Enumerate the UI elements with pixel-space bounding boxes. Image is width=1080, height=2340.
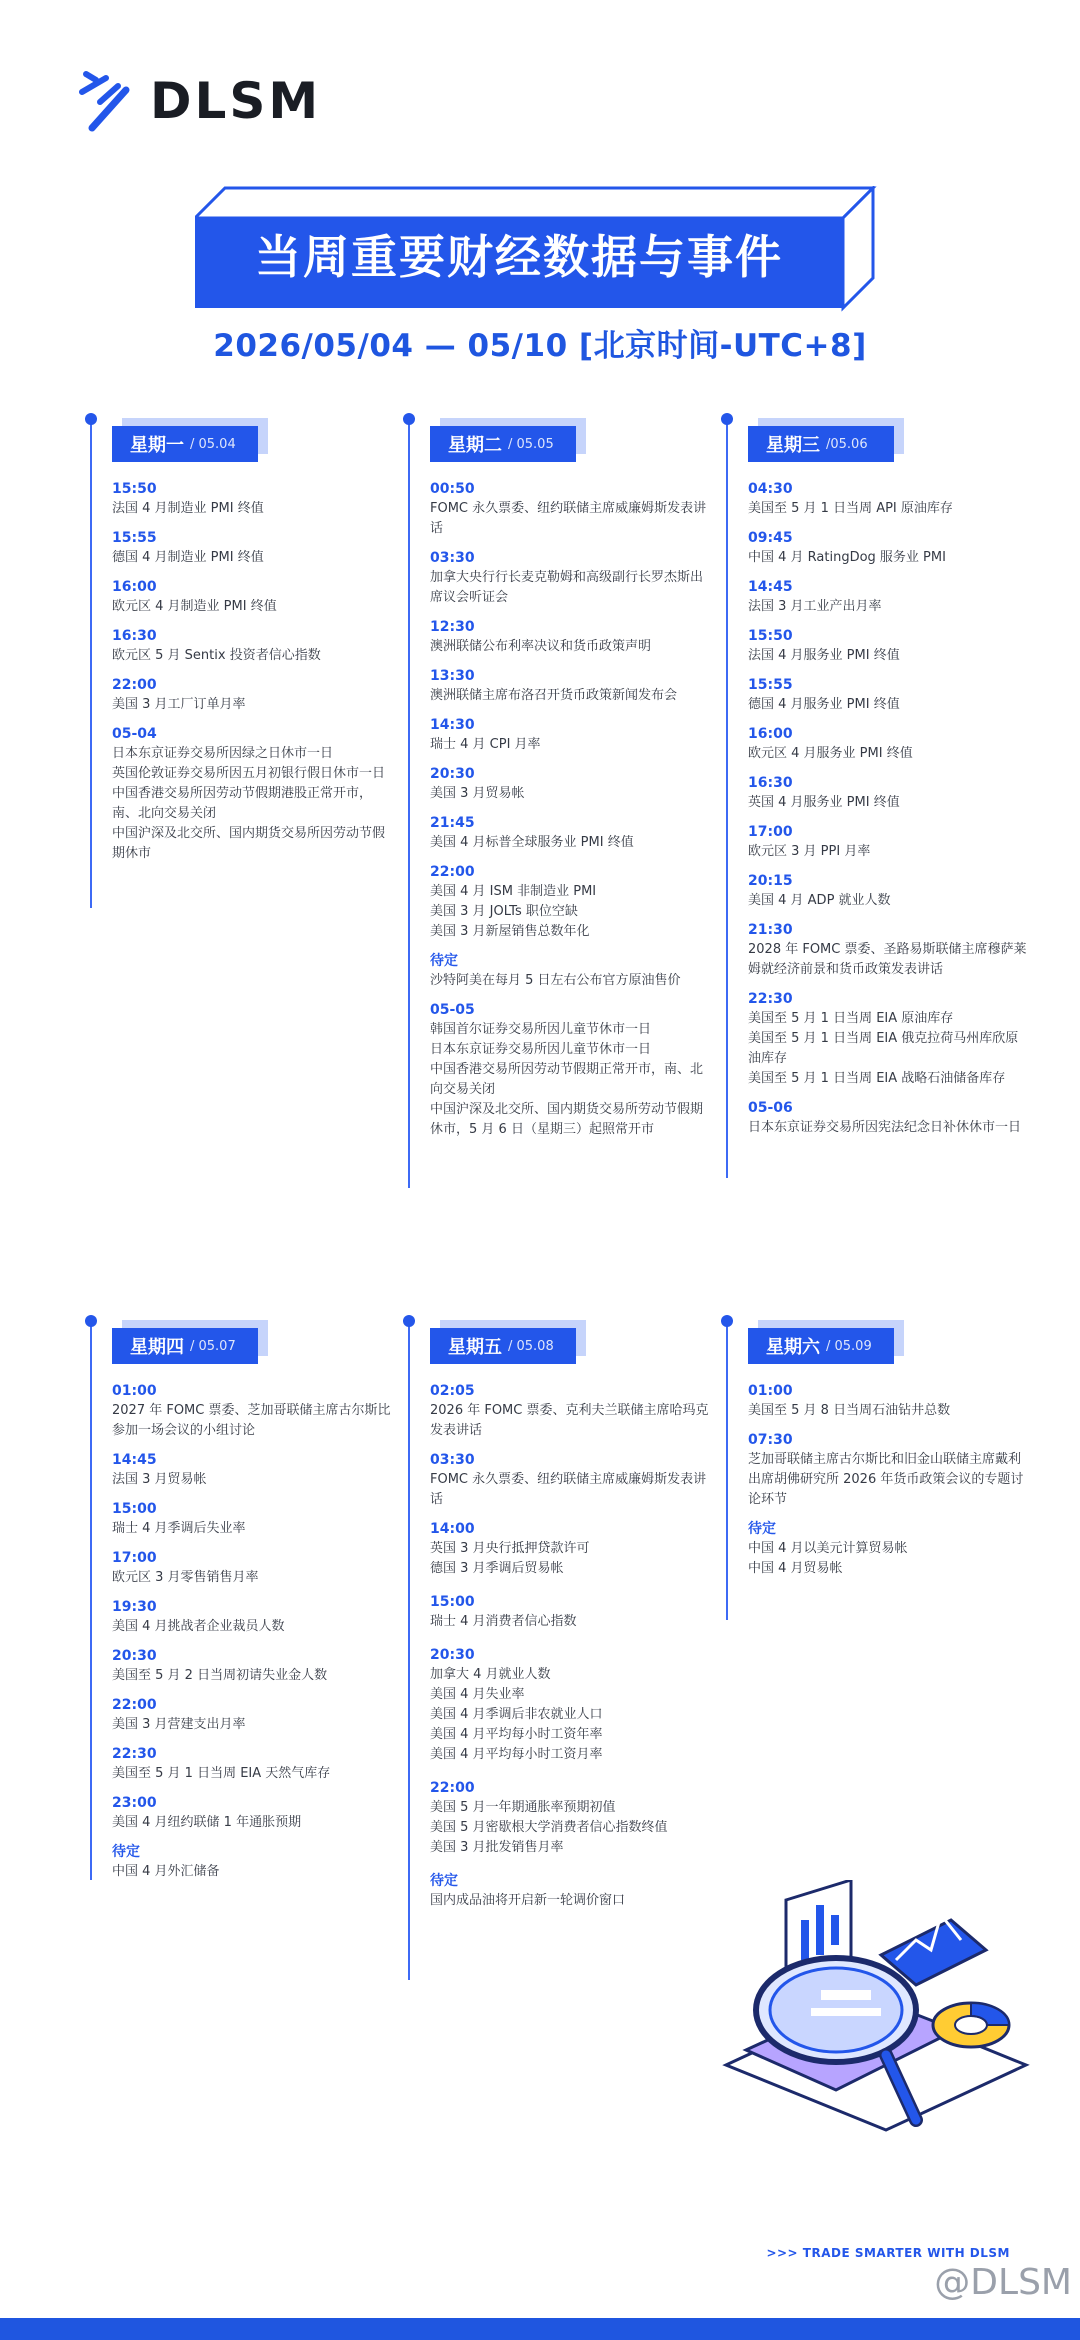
event-time: 17:00 <box>112 1550 157 1566</box>
event-item <box>430 549 710 608</box>
event-time: 21:45 <box>430 815 475 831</box>
event-time: 16:00 <box>748 726 793 742</box>
event-item <box>748 578 1028 617</box>
event-description: 欧元区 3 月 PPI 月率 <box>748 844 871 859</box>
event-time: 14:00 <box>430 1521 475 1537</box>
event-description: 美国 4 月纽约联储 1 年通胀预期 <box>112 1815 302 1830</box>
day-tag <box>112 1328 258 1364</box>
event-description: 德国 4 月制造业 PMI 终值 <box>112 550 264 565</box>
event-list <box>430 480 710 1150</box>
event-item <box>748 1431 1028 1510</box>
event-time: 01:00 <box>748 1383 793 1399</box>
event-description: FOMC 永久票委、纽约联储主席威廉姆斯发表讲话 <box>430 501 707 536</box>
event-item <box>430 952 710 991</box>
event-item <box>430 618 710 657</box>
event-item <box>748 872 1028 911</box>
event-time: 00:50 <box>430 481 475 497</box>
event-time: 15:50 <box>748 628 793 644</box>
event-description: 美国至 5 月 8 日当周石油钻井总数 <box>748 1403 951 1418</box>
page-title: 当周重要财经数据与事件 <box>255 230 783 284</box>
event-time: 14:45 <box>748 579 793 595</box>
event-description: 日本东京证券交易所因绿之日休市一日 <box>112 746 334 761</box>
event-description: 美国至 5 月 1 日当周 EIA 天然气库存 <box>112 1766 331 1781</box>
timeline-dot <box>85 1315 97 1327</box>
event-time: 待定 <box>430 1873 458 1889</box>
event-item <box>430 716 710 755</box>
event-description: 欧元区 4 月服务业 PMI 终值 <box>748 746 913 761</box>
event-item <box>430 863 710 942</box>
event-description: 瑞士 4 月季调后失业率 <box>112 1521 246 1536</box>
event-item <box>430 1520 710 1579</box>
event-description: 芝加哥联储主席古尔斯比和旧金山联储主席戴利出席胡佛研究所 2026 年货币政策会议的专题讨论环节 <box>748 1452 1024 1507</box>
event-item <box>112 1696 392 1735</box>
event-description: 法国 4 月制造业 PMI 终值 <box>112 501 264 516</box>
event-time: 02:05 <box>430 1383 475 1399</box>
event-description: 美国 4 月平均每小时工资月率 <box>430 1747 603 1762</box>
finance-illustration <box>716 1880 1036 2184</box>
event-time: 22:30 <box>748 991 793 1007</box>
event-item <box>430 1451 710 1510</box>
event-time: 15:50 <box>112 481 157 497</box>
event-description: 中国 4 月 RatingDog 服务业 PMI <box>748 550 946 565</box>
event-description: 欧元区 5 月 Sentix 投资者信心指数 <box>112 648 321 663</box>
event-description: 美国至 5 月 1 日当周 EIA 俄克拉荷马州库欣原油库存 <box>748 1031 1019 1066</box>
event-description: 澳洲联储主席布洛召开货币政策新闻发布会 <box>430 688 678 703</box>
footer-tagline: >>> TRADE SMARTER WITH DLSM <box>766 2246 1010 2260</box>
event-description: 美国至 5 月 1 日当周 EIA 战略石油储备库存 <box>748 1071 1006 1086</box>
event-time: 01:00 <box>112 1383 157 1399</box>
event-description: 中国 4 月贸易帐 <box>748 1561 843 1576</box>
event-item <box>112 529 392 568</box>
event-description: 英国伦敦证券交易所因五月初银行假日休市一日 <box>112 766 386 781</box>
event-time: 20:15 <box>748 873 793 889</box>
event-description: 2026 年 FOMC 票委、克利夫兰联储主席哈玛克发表讲话 <box>430 1403 709 1438</box>
event-time: 待定 <box>112 1844 140 1860</box>
event-description: 美国 4 月平均每小时工资年率 <box>430 1727 603 1742</box>
event-description: 美国 3 月新屋销售总数年化 <box>430 924 590 939</box>
brand-mark-icon <box>78 68 140 134</box>
event-item <box>112 1745 392 1784</box>
event-time: 04:30 <box>748 481 793 497</box>
event-description: 美国 4 月挑战者企业裁员人数 <box>112 1619 285 1634</box>
event-time: 03:30 <box>430 550 475 566</box>
event-list <box>748 1382 1028 1589</box>
day-name: 星期三 <box>766 435 820 456</box>
event-item <box>748 676 1028 715</box>
event-item <box>430 814 710 853</box>
event-description: 美国 3 月贸易帐 <box>430 786 525 801</box>
event-list <box>112 480 392 874</box>
event-description: 瑞士 4 月消费者信心指数 <box>430 1614 577 1629</box>
event-time: 17:00 <box>748 824 793 840</box>
event-item <box>748 725 1028 764</box>
event-time: 22:00 <box>430 864 475 880</box>
day-name: 星期四 <box>130 1337 184 1358</box>
day-tag <box>430 426 576 462</box>
event-description: 加拿大 4 月就业人数 <box>430 1667 551 1682</box>
event-item <box>112 1843 392 1882</box>
day-name: 星期五 <box>448 1337 502 1358</box>
timeline-dot <box>403 413 415 425</box>
timeline-dot <box>85 413 97 425</box>
event-time: 15:00 <box>112 1501 157 1517</box>
timeline-line <box>90 1320 92 1880</box>
event-description: 美国 3 月营建支出月率 <box>112 1717 246 1732</box>
event-time: 07:30 <box>748 1432 793 1448</box>
event-time: 20:30 <box>430 766 475 782</box>
event-item <box>112 1451 392 1490</box>
event-time: 15:00 <box>430 1594 475 1610</box>
event-time: 22:30 <box>112 1746 157 1762</box>
event-time: 待定 <box>430 953 458 969</box>
event-item <box>748 480 1028 519</box>
event-item <box>112 1549 392 1588</box>
event-description: 美国至 5 月 1 日当周 EIA 原油库存 <box>748 1011 954 1026</box>
event-description: 美国 3 月 JOLTs 职位空缺 <box>430 904 578 919</box>
event-time: 20:30 <box>112 1648 157 1664</box>
event-description: 中国沪深及北交所、国内期货交易所因劳动节假期休市 <box>112 826 386 861</box>
timeline-line <box>726 418 728 1178</box>
event-item <box>112 480 392 519</box>
event-description: 美国 4 月失业率 <box>430 1687 525 1702</box>
day-tag <box>430 1328 576 1364</box>
event-description: 美国至 5 月 1 日当周 API 原油库存 <box>748 501 953 516</box>
brand-logo <box>78 66 321 136</box>
event-time: 待定 <box>748 1521 776 1537</box>
event-description: 澳洲联储公布利率决议和货币政策声明 <box>430 639 652 654</box>
event-time: 12:30 <box>430 619 475 635</box>
event-description: 美国至 5 月 2 日当周初请失业金人数 <box>112 1668 328 1683</box>
event-time: 14:45 <box>112 1452 157 1468</box>
event-description: 沙特阿美在每月 5 日左右公布官方原油售价 <box>430 973 681 988</box>
event-item <box>748 990 1028 1089</box>
event-item <box>748 823 1028 862</box>
event-item <box>430 480 710 539</box>
event-description: 中国 4 月外汇储备 <box>112 1864 220 1879</box>
event-item <box>112 627 392 666</box>
timeline-line <box>408 418 410 1188</box>
event-description: 美国 5 月密歇根大学消费者信心指数终值 <box>430 1820 668 1835</box>
date-range-subtitle: 2026/05/04 — 05/10 [北京时间-UTC+8] <box>213 328 867 364</box>
event-item <box>112 725 392 864</box>
event-time: 22:00 <box>112 1697 157 1713</box>
timeline-line <box>90 418 92 908</box>
event-description: 瑞士 4 月 CPI 月率 <box>430 737 541 752</box>
event-time: 16:30 <box>112 628 157 644</box>
timeline-dot <box>403 1315 415 1327</box>
event-item <box>748 1382 1028 1421</box>
event-item <box>748 921 1028 980</box>
event-description: 中国香港交易所因劳动节假期港股正常开市，南、北向交易关闭 <box>112 786 373 821</box>
event-item <box>112 1647 392 1686</box>
event-time: 16:00 <box>112 579 157 595</box>
event-description: 中国香港交易所因劳动节假期正常开市，南、北向交易关闭 <box>430 1062 704 1097</box>
event-description: 英国 4 月服务业 PMI 终值 <box>748 795 900 810</box>
event-description: 德国 3 月季调后贸易帐 <box>430 1561 564 1576</box>
timeline-dot <box>721 1315 733 1327</box>
event-item <box>748 627 1028 666</box>
day-tag <box>112 426 258 462</box>
event-item <box>112 578 392 617</box>
timeline-line <box>408 1320 410 1980</box>
event-item <box>430 667 710 706</box>
event-time: 13:30 <box>430 668 475 684</box>
event-description: 美国 4 月 ADP 就业人数 <box>748 893 891 908</box>
event-item <box>430 1872 710 1911</box>
day-name: 星期一 <box>130 435 184 456</box>
event-time: 03:30 <box>430 1452 475 1468</box>
event-item <box>748 1099 1028 1138</box>
event-description: 欧元区 3 月零售销售月率 <box>112 1570 259 1585</box>
event-description: 美国 4 月 ISM 非制造业 PMI <box>430 884 597 899</box>
brand-name: DLSM <box>150 72 322 130</box>
watermark: @DLSM <box>934 2262 1072 2303</box>
event-item <box>112 1794 392 1833</box>
event-list <box>112 1382 392 1892</box>
day-tag <box>748 1328 894 1364</box>
event-time: 15:55 <box>112 530 157 546</box>
event-description: 加拿大央行行长麦克勒姆和高级副行长罗杰斯出席议会听证会 <box>430 570 704 605</box>
event-description: FOMC 永久票委、纽约联储主席威廉姆斯发表讲话 <box>430 1472 707 1507</box>
day-date: / 05.05 <box>508 436 554 452</box>
event-item <box>430 1779 710 1858</box>
event-description: 法国 3 月贸易帐 <box>112 1472 207 1487</box>
event-time: 20:30 <box>430 1647 475 1663</box>
event-item <box>748 529 1028 568</box>
event-item <box>430 1593 710 1632</box>
timeline-dot <box>721 413 733 425</box>
event-item <box>430 1646 710 1765</box>
event-description: 2027 年 FOMC 票委、芝加哥联储主席古尔斯比参加一场会议的小组讨论 <box>112 1403 391 1438</box>
title-banner <box>195 186 875 308</box>
event-time: 21:30 <box>748 922 793 938</box>
event-description: 美国 3 月工厂订单月率 <box>112 697 246 712</box>
day-tag <box>748 426 894 462</box>
event-description: 英国 3 月央行抵押贷款许可 <box>430 1541 590 1556</box>
event-item <box>112 1382 392 1441</box>
magnifier-chart-icon <box>716 1880 1036 2180</box>
event-list <box>748 480 1028 1148</box>
day-date: / 05.04 <box>190 436 236 452</box>
day-date: / 05.07 <box>190 1338 236 1354</box>
event-description: 中国 4 月以美元计算贸易帐 <box>748 1541 908 1556</box>
event-description: 美国 4 月标普全球服务业 PMI 终值 <box>430 835 634 850</box>
event-description: 美国 4 月季调后非农就业人口 <box>430 1707 603 1722</box>
event-list <box>430 1382 710 1921</box>
event-item <box>112 676 392 715</box>
event-item <box>430 1001 710 1140</box>
event-description: 美国 5 月一年期通胀率预期初值 <box>430 1800 616 1815</box>
bottom-accent-bar <box>0 2318 1080 2340</box>
day-date: / 05.09 <box>826 1338 872 1354</box>
event-time: 19:30 <box>112 1599 157 1615</box>
event-time: 09:45 <box>748 530 793 546</box>
event-item <box>430 765 710 804</box>
event-time: 05-05 <box>430 1002 475 1018</box>
event-time: 05-06 <box>748 1100 793 1116</box>
event-item <box>748 774 1028 813</box>
event-item <box>748 1520 1028 1579</box>
event-time: 15:55 <box>748 677 793 693</box>
event-time: 22:00 <box>430 1780 475 1796</box>
day-name: 星期六 <box>766 1337 820 1358</box>
event-description: 法国 3 月工业产出月率 <box>748 599 882 614</box>
event-item <box>430 1382 710 1441</box>
event-description: 日本东京证券交易所因儿童节休市一日 <box>430 1042 652 1057</box>
event-time: 22:00 <box>112 677 157 693</box>
event-description: 2028 年 FOMC 票委、圣路易斯联储主席穆萨莱姆就经济前景和货币政策发表讲话 <box>748 942 1027 977</box>
event-description: 国内成品油将开启新一轮调价窗口 <box>430 1893 626 1908</box>
event-description: 韩国首尔证券交易所因儿童节休市一日 <box>430 1022 652 1037</box>
event-item <box>112 1500 392 1539</box>
event-time: 16:30 <box>748 775 793 791</box>
day-date: /05.06 <box>826 436 868 452</box>
event-description: 德国 4 月服务业 PMI 终值 <box>748 697 900 712</box>
event-description: 法国 4 月服务业 PMI 终值 <box>748 648 900 663</box>
event-description: 中国沪深及北交所、国内期货交易所劳动节假期休市，5 月 6 日（星期三）起照常开市 <box>430 1102 704 1137</box>
event-time: 23:00 <box>112 1795 157 1811</box>
day-name: 星期二 <box>448 435 502 456</box>
day-date: / 05.08 <box>508 1338 554 1354</box>
event-time: 14:30 <box>430 717 475 733</box>
event-description: 欧元区 4 月制造业 PMI 终值 <box>112 599 277 614</box>
event-description: 美国 3 月批发销售月率 <box>430 1840 564 1855</box>
event-description: 日本东京证券交易所因宪法纪念日补休休市一日 <box>748 1120 1022 1135</box>
timeline-line <box>726 1320 728 1620</box>
event-item <box>112 1598 392 1637</box>
event-time: 05-04 <box>112 726 157 742</box>
